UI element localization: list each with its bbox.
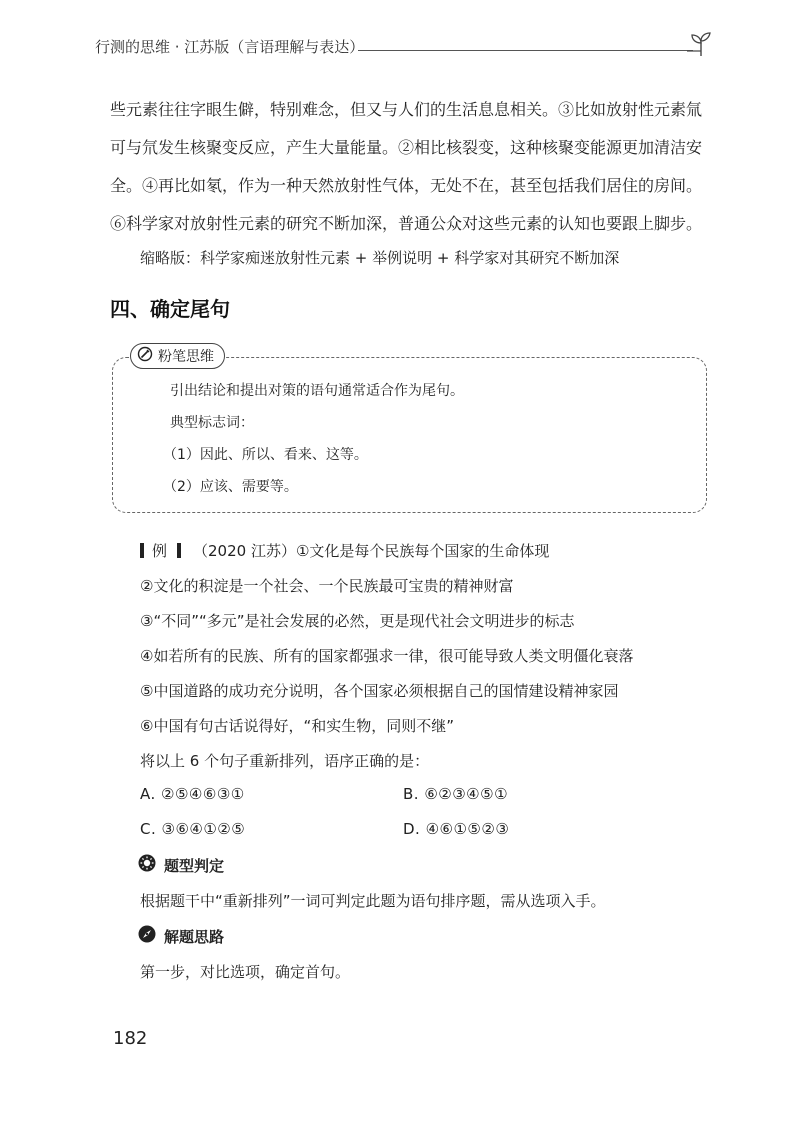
section-title: 四、确定尾句 [110,297,230,321]
label-bar [140,543,144,558]
option-d[interactable]: D. ④⑥①⑤②③ [403,820,510,838]
paragraph-line: 可与氘发生核聚变反应，产生大量能量。②相比核裂变，这种核聚变能源更加清洁安 [110,138,703,157]
tip-tag-label: 粉笔思维 [158,349,214,365]
question-text: 将以上 6 个句子重新排列，语序正确的是： [140,752,430,770]
type-judgment-text: 根据题干中“重新排列”一词可判定此题为语句排序题，需从选项入手。 [140,892,606,910]
example-label: 例 [152,542,168,560]
sentence-item: ⑥中国有句古话说得好，“和实生物，同则不继” [140,717,454,735]
compass-icon [138,925,156,947]
sentence-item: ④如若所有的民族、所有的国家都强求一律，很可能导致人类文明僵化衰落 [140,647,634,665]
sentence-item: ②文化的积淀是一个社会、一个民族最可宝贵的精神财富 [140,577,514,595]
paragraph-line: 些元素往往字眼生僻，特别难念，但又与人们的生活息息相关。③比如放射性元素氚 [110,100,703,119]
tip-line: （2）应该、需要等。 [163,479,298,495]
sun-icon [138,854,156,876]
solution-heading [138,925,224,947]
tip-line: （1）因此、所以、看来、这等。 [163,447,368,463]
option-b[interactable]: B. ⑥②③④⑤① [403,785,509,803]
solution-text: 第一步，对比选项，确定首句。 [140,963,351,981]
page-header [95,30,715,60]
sprout-icon [687,30,715,62]
label-bar [177,543,181,558]
tip-tag [130,343,225,369]
example-source: （2020 江苏）①文化是每个民族每个国家的生命体现 [193,542,550,560]
option-a[interactable]: A. ②⑤④⑥③① [140,785,245,803]
header-rule [358,50,693,51]
solution-title: 解题思路 [164,927,225,946]
type-judgment-title: 题型判定 [164,856,225,875]
pencil-circle-icon [137,346,153,366]
type-judgment-heading [138,854,224,876]
header-title: 行测的思维 · 江苏版（言语理解与表达） [95,38,365,56]
tip-line: 引出结论和提出对策的语句通常适合作为尾句。 [170,383,464,399]
sentence-item: ⑤中国道路的成功充分说明，各个国家必须根据自己的国情建设精神家园 [140,682,619,700]
page-number: 182 [113,1028,148,1049]
option-c[interactable]: C. ③⑥④①②⑤ [140,820,246,838]
sentence-item: ③“不同”“多元”是社会发展的必然，更是现代社会文明进步的标志 [140,612,575,630]
paragraph-line: 全。④再比如氡，作为一种天然放射性气体，无处不在，甚至包括我们居住的房间。 [110,176,703,195]
summary-line: 缩略版：科学家痴迷放射性元素 + 举例说明 + 科学家对其研究不断加深 [140,249,620,267]
tip-line: 典型标志词： [170,415,254,431]
paragraph-line: ⑥科学家对放射性元素的研究不断加深，普通公众对这些元素的认知也要跟上脚步。 [110,214,703,233]
example-heading [140,540,549,561]
